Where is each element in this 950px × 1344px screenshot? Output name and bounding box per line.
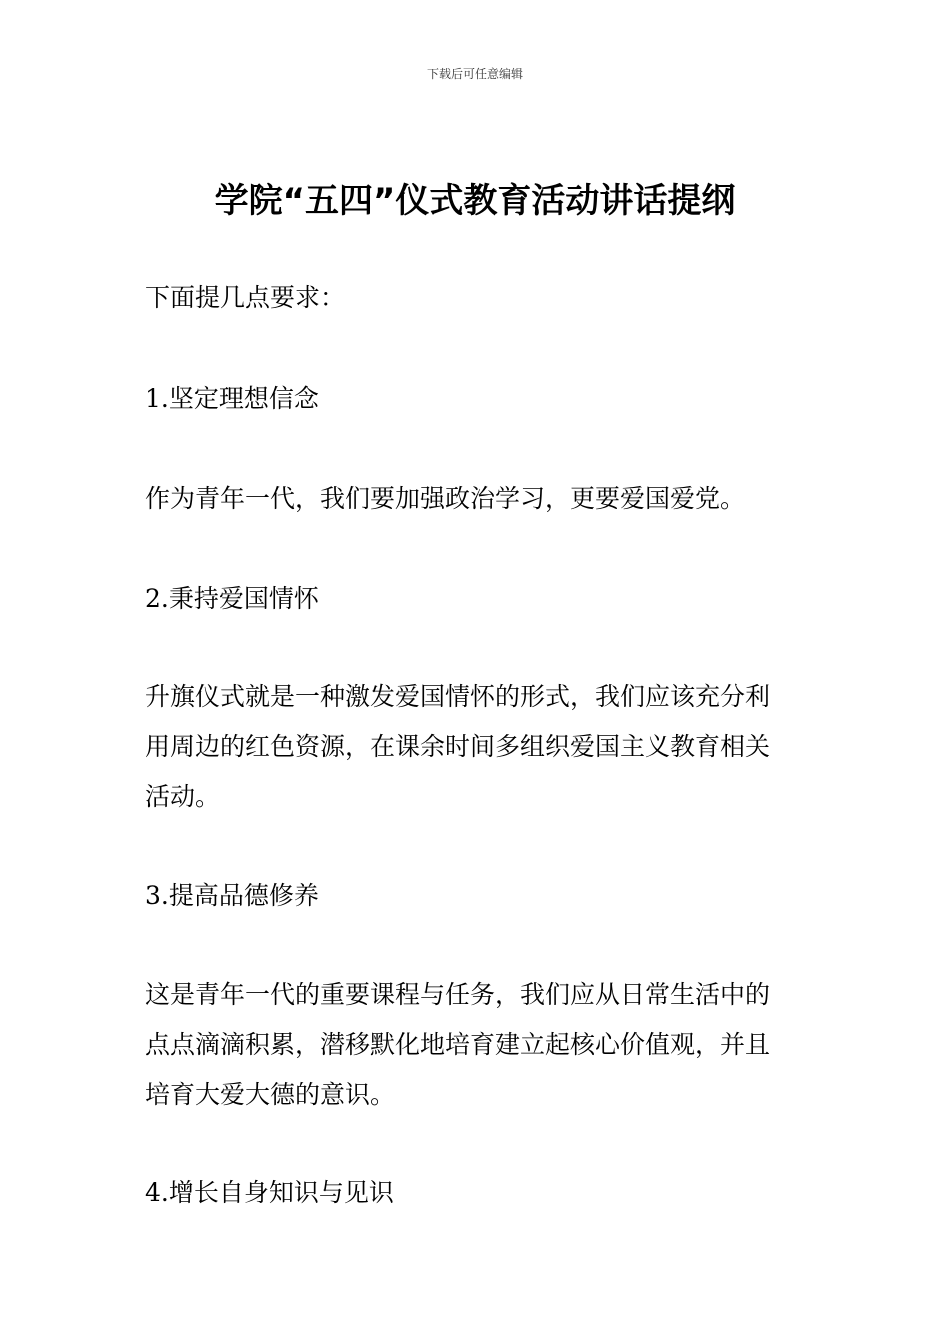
section-3-heading: 3.提高品德修养 <box>145 881 319 910</box>
section-3-body-line: 培育大爱大德的意识。 <box>145 1080 396 1109</box>
section-2-body <box>145 672 810 822</box>
section-4-heading: 4.增长自身知识与见识 <box>145 1178 394 1207</box>
document-title: 学院“五四”仪式教育活动讲话提纲 <box>214 181 736 221</box>
section-2-body-line: 用周边的红色资源，在课余时间多组织爱国主义教育相关 <box>145 732 771 761</box>
section-2-body-line: 活动。 <box>145 782 221 811</box>
section-3-body-line: 这是青年一代的重要课程与任务，我们应从日常生活中的 <box>145 980 771 1009</box>
intro-paragraph: 下面提几点要求： <box>145 283 346 312</box>
section-2-body-line: 升旗仪式就是一种激发爱国情怀的形式，我们应该充分利 <box>145 682 771 711</box>
section-3-body <box>145 970 810 1120</box>
section-1-heading: 1.坚定理想信念 <box>145 384 319 413</box>
section-2-heading: 2.秉持爱国情怀 <box>145 584 319 613</box>
header-note: 下载后可任意编辑 <box>426 67 523 81</box>
section-1-body: 作为青年一代，我们要加强政治学习，更要爱国爱党。 <box>145 484 746 513</box>
section-3-body-line: 点点滴滴积累，潜移默化地培育建立起核心价值观，并且 <box>145 1030 771 1059</box>
